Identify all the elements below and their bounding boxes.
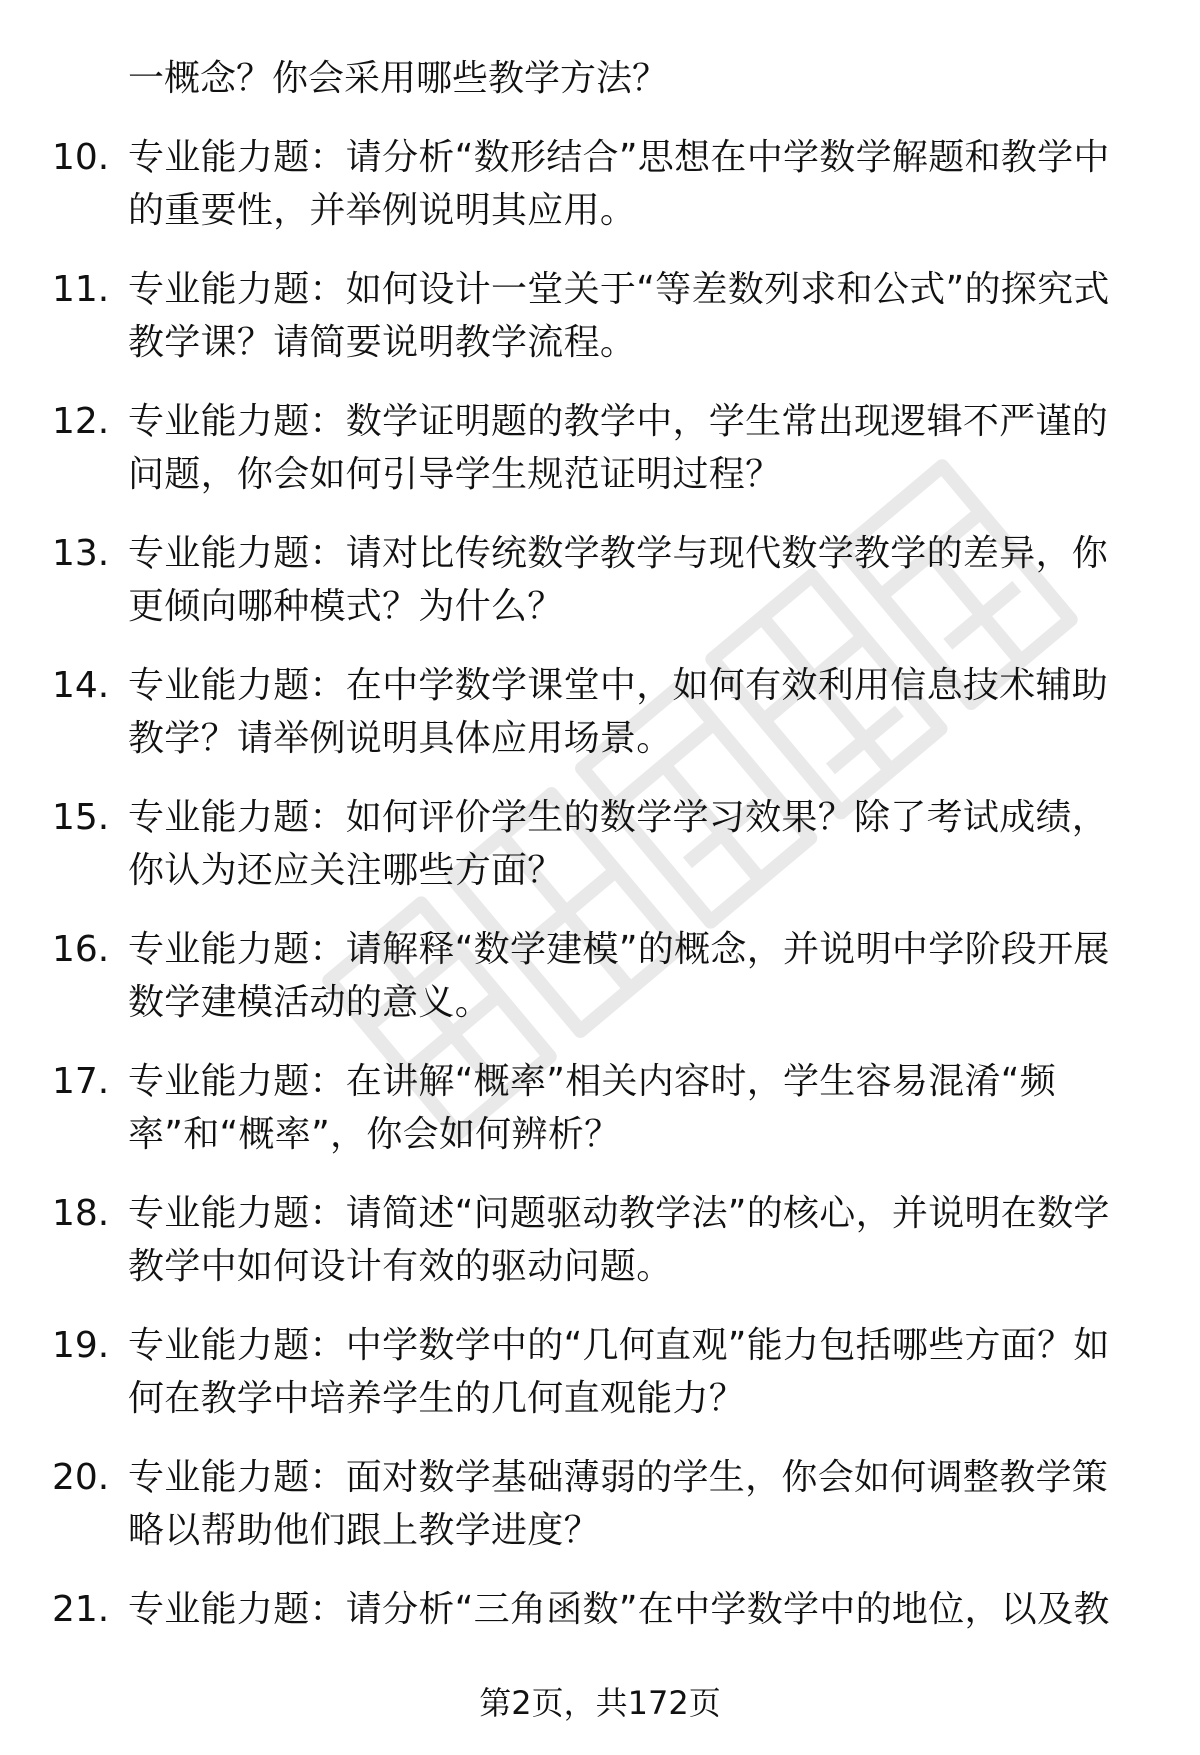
- question-number: 15.: [52, 797, 110, 838]
- question-text: 专业能力题：如何评价学生的数学学习效果？除了考试成绩，你认为还应关注哪些方面？: [128, 797, 1109, 891]
- page-footer: 第2页，共172页: [479, 1684, 721, 1722]
- question-text: 专业能力题：请分析“数形结合”思想在中学数学解题和教学中的重要性，并举例说明其应用。: [128, 137, 1110, 231]
- question-list: [0, 52, 1200, 1662]
- question-item: [52, 659, 1138, 765]
- question-text: 专业能力题：请对比传统数学教学与现代数学教学的差异，你更倾向哪种模式？为什么？: [128, 533, 1109, 627]
- question-item: [52, 263, 1138, 369]
- question-text: 专业能力题：在中学数学课堂中，如何有效利用信息技术辅助教学？请举例说明具体应用场景。: [128, 665, 1109, 759]
- question-number: 10.: [52, 137, 110, 178]
- question-text: 专业能力题：请分析“三角函数”在中学数学中的地位，以及教: [128, 1589, 1110, 1630]
- question-number: 17.: [52, 1061, 110, 1102]
- question-number: 16.: [52, 929, 110, 970]
- question-number: 18.: [52, 1193, 110, 1234]
- question-item: [52, 1187, 1138, 1293]
- question-item: [52, 1319, 1138, 1425]
- question-item: [52, 1451, 1138, 1557]
- question-number: 11.: [52, 269, 110, 310]
- question-number: 20.: [52, 1457, 110, 1498]
- question-number: 14.: [52, 665, 110, 706]
- question-text: 专业能力题：请简述“问题驱动教学法”的核心，并说明在数学教学中如何设计有效的驱动问题。: [128, 1193, 1110, 1287]
- question-item: [52, 527, 1138, 633]
- question-text: 专业能力题：如何设计一堂关于“等差数列求和公式”的探究式教学课？请简要说明教学流程。: [128, 269, 1110, 363]
- question-text: 专业能力题：数学证明题的教学中，学生常出现逻辑不严谨的问题，你会如何引导学生规范证明过程？: [128, 401, 1109, 495]
- question-number: 12.: [52, 401, 110, 442]
- question-item: [52, 923, 1138, 1029]
- question-text: 专业能力题：中学数学中的“几何直观”能力包括哪些方面？如何在教学中培养学生的几何直观能力？: [128, 1325, 1110, 1419]
- question-number: 13.: [52, 533, 110, 574]
- question-item: [52, 791, 1138, 897]
- question-item: [52, 1583, 1138, 1636]
- question-number: 19.: [52, 1325, 110, 1366]
- question-text: 专业能力题：在讲解“概率”相关内容时，学生容易混淆“频率”和“概率”，你会如何辨析？: [128, 1061, 1057, 1155]
- question-item: [52, 395, 1138, 501]
- question-text: 专业能力题：面对数学基础薄弱的学生，你会如何调整教学策略以帮助他们跟上教学进度？: [128, 1457, 1109, 1551]
- question-number: 21.: [52, 1589, 110, 1630]
- question-item: [52, 131, 1138, 237]
- question-text: 专业能力题：请解释“数学建模”的概念，并说明中学阶段开展数学建模活动的意义。: [128, 929, 1110, 1023]
- question-item: [52, 1055, 1138, 1161]
- continued-line: 一概念？你会采用哪些教学方法？: [128, 58, 669, 99]
